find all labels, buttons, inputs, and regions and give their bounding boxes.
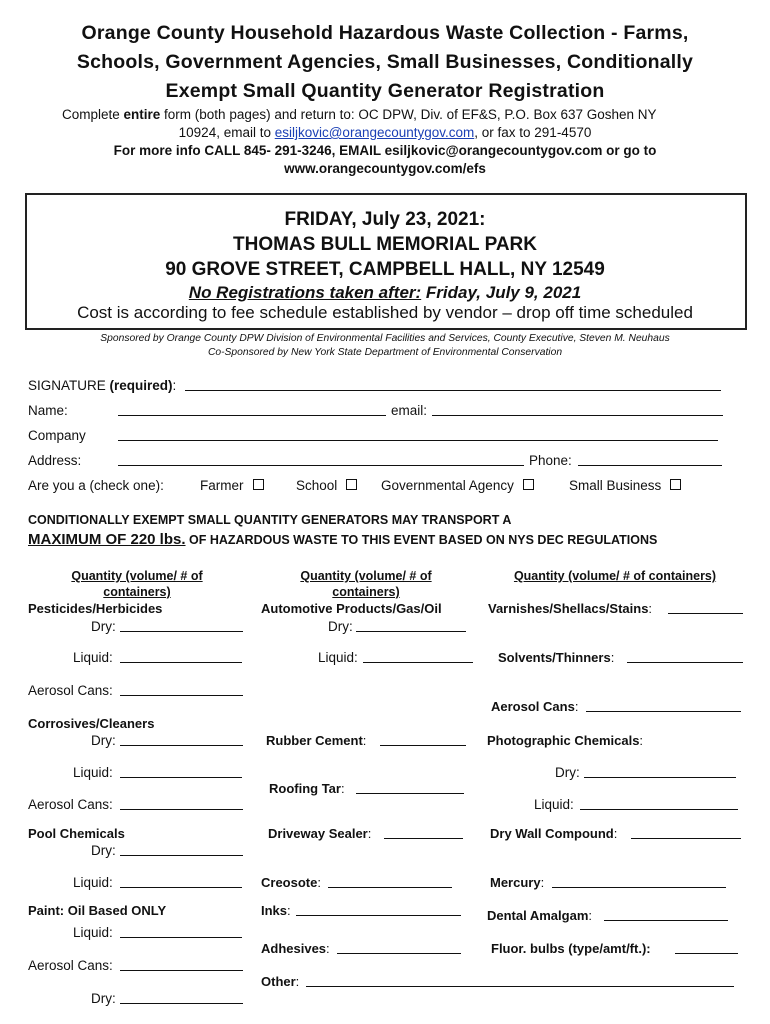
instructions-rest: form (both pages) and return to: OC DPW, Div. of EF&S, P.O. Box 637 Goshen NY [160, 107, 657, 122]
col1-header-a: Quantity (volume/ # of [71, 569, 203, 583]
paint-dry-field[interactable] [120, 991, 243, 1004]
email-field[interactable] [432, 403, 723, 416]
checkbox[interactable] [670, 479, 681, 490]
deadline-date: Friday, July 9, 2021 [421, 283, 582, 302]
info-line2: www.orangecountygov.com/efs [284, 161, 486, 176]
checkbox[interactable] [523, 479, 534, 490]
event-cost: Cost is according to fee schedule established by vendor – drop off time scheduled [77, 303, 693, 322]
creosote-colon: : [317, 875, 321, 890]
option-farmer[interactable] [200, 478, 264, 493]
fluor-field[interactable] [675, 941, 738, 954]
pesticides-label: Pesticides/Herbicides [28, 601, 163, 616]
option-farmer-label: Farmer [200, 478, 244, 493]
dental-label: Dental Amalgam [487, 908, 589, 923]
page-title-line1: Orange County Household Hazardous Waste Collection - Farms, [81, 22, 689, 44]
option-school-label: School [296, 478, 338, 493]
instructions-line2-prefix: 10924, email to [178, 125, 275, 140]
roofing-tar-field[interactable] [356, 781, 464, 794]
corrosives-aerosol-field[interactable] [120, 797, 243, 810]
instructions-line2 [0, 125, 770, 140]
col2-header-b: containers) [332, 585, 400, 599]
pesticides-aerosol-label: Aerosol Cans: [28, 683, 113, 698]
inks-colon: : [287, 903, 291, 918]
creosote-field[interactable] [328, 875, 452, 888]
photographic-row [487, 733, 643, 748]
solvents-label: Solvents/Thinners [498, 650, 611, 665]
creosote-label: Creosote [261, 875, 318, 890]
option-government[interactable] [381, 478, 534, 493]
name-field[interactable] [118, 403, 386, 416]
roofing-tar-colon: : [340, 781, 345, 796]
driveway-row [268, 826, 371, 841]
dental-row [487, 908, 592, 923]
driveway-label: Driveway Sealer [268, 826, 368, 841]
automotive-label: Automotive Products/Gas/Oil [261, 601, 442, 616]
page-title-line3: Exempt Small Quantity Generator Registration [165, 80, 605, 102]
photographic-dry-field[interactable] [584, 765, 736, 778]
fluor-label: Fluor. bulbs (type/amt/ft.): [491, 941, 651, 956]
company-label: Company [28, 428, 86, 443]
aerosol3-colon: : [574, 699, 579, 714]
mercury-label: Mercury [490, 875, 541, 890]
event-deadline [0, 283, 770, 303]
roofing-tar-row [269, 781, 345, 796]
instructions-prefix: Complete [62, 107, 124, 122]
checkbox[interactable] [346, 479, 357, 490]
instructions-line1 [62, 107, 657, 122]
mercury-colon: : [540, 875, 545, 890]
notice-line2 [28, 531, 657, 548]
inks-field[interactable] [296, 903, 461, 916]
mercury-row [490, 875, 544, 890]
solvents-field[interactable] [627, 650, 743, 663]
sponsor-line2: Co-Sponsored by New York State Department of Environmental Conservation [207, 347, 563, 358]
corrosives-label: Corrosives/Cleaners [28, 716, 155, 731]
aerosol3-row [491, 699, 578, 714]
photographic-liquid-field[interactable] [580, 797, 738, 810]
paint-liquid-label: Liquid: [73, 925, 113, 940]
other-row [261, 974, 299, 989]
adhesives-row [261, 941, 330, 956]
signature-field[interactable] [185, 378, 721, 391]
automotive-liquid-field[interactable] [363, 650, 473, 663]
drywall-row [490, 826, 617, 841]
other-colon: : [295, 974, 300, 989]
varnishes-label: Varnishes/Shellacs/Stains [488, 601, 649, 616]
notice-line1: CONDITIONALLY EXEMPT SMALL QUANTITY GENERATORS MAY TRANSPORT A [28, 513, 512, 527]
phone-field[interactable] [578, 453, 722, 466]
drywall-label: Dry Wall Compound [490, 826, 614, 841]
automotive-dry-label: Dry: [328, 619, 353, 634]
adhesives-colon: : [326, 941, 330, 956]
rubber-cement-field[interactable] [380, 733, 466, 746]
signature-required: (required) [109, 378, 173, 393]
checkbox[interactable] [253, 479, 264, 490]
notice-max: MAXIMUM OF 220 lbs. [28, 531, 186, 548]
signature-colon: : [172, 378, 177, 393]
pool-liquid-field[interactable] [120, 875, 242, 888]
drywall-colon: : [613, 826, 618, 841]
address-field[interactable] [118, 453, 524, 466]
event-date: FRIDAY, July 23, 2021: [284, 209, 486, 230]
pool-label: Pool Chemicals [28, 826, 125, 841]
photographic-dry-label: Dry: [555, 765, 580, 780]
deadline-label: No Registrations taken after: [188, 283, 422, 302]
option-government-label: Governmental Agency [381, 478, 514, 493]
pesticides-aerosol-field[interactable] [120, 683, 243, 696]
sponsor-line1: Sponsored by Orange County DPW Division of Environmental Facilities and Services, County Executive, Steven M. Neuhaus [100, 333, 670, 344]
photographic-label: Photographic Chemicals [487, 733, 640, 748]
paint-aerosol-label: Aerosol Cans: [28, 958, 113, 973]
instructions-bold: entire [123, 107, 161, 122]
rubber-cement-label: Rubber Cement [266, 733, 363, 748]
automotive-liquid-label: Liquid: [318, 650, 358, 665]
adhesives-label: Adhesives [261, 941, 327, 956]
col3-header: Quantity (volume/ # of containers) [513, 569, 717, 583]
solvents-row [498, 650, 614, 665]
dental-field[interactable] [604, 908, 728, 921]
event-address: 90 GROVE STREET, CAMPBELL HALL, NY 12549 [165, 259, 605, 280]
automotive-dry-field[interactable] [356, 619, 466, 632]
pesticides-dry-field[interactable] [120, 619, 243, 632]
pesticides-liquid-label: Liquid: [73, 650, 113, 665]
option-school[interactable] [296, 478, 357, 493]
signature-row [28, 378, 176, 393]
corrosives-dry-field[interactable] [120, 733, 243, 746]
other-field[interactable] [306, 974, 734, 987]
roofing-tar-label: Roofing Tar [269, 781, 341, 796]
corrosives-dry-label: Dry: [91, 733, 116, 748]
corrosives-liquid-field[interactable] [120, 765, 242, 778]
paint-label: Paint: Oil Based ONLY [28, 903, 167, 918]
rubber-cement-row [266, 733, 366, 748]
pesticides-liquid-field[interactable] [120, 650, 242, 663]
col2-header-a: Quantity (volume/ # of [300, 569, 432, 583]
rubber-cement-colon: : [362, 733, 367, 748]
col1-header-b: containers) [103, 585, 171, 599]
phone-label: Phone: [529, 453, 572, 468]
other-label: Other [261, 974, 296, 989]
solvents-colon: : [610, 650, 615, 665]
pool-liquid-label: Liquid: [73, 875, 113, 890]
notice-rest: OF HAZARDOUS WASTE TO THIS EVENT BASED ON NYS DEC REGULATIONS [185, 533, 658, 547]
paint-aerosol-field[interactable] [120, 958, 243, 971]
varnishes-row [488, 601, 652, 616]
drywall-field[interactable] [631, 826, 741, 839]
pesticides-dry-label: Dry: [91, 619, 116, 634]
name-label: Name: [28, 403, 68, 418]
aerosol3-field[interactable] [586, 699, 741, 712]
signature-label: SIGNATURE [28, 378, 110, 393]
varnishes-colon: : [648, 601, 653, 616]
aerosol3-label: Aerosol Cans [491, 699, 575, 714]
paint-dry-label: Dry: [91, 991, 116, 1006]
instructions-line2-suffix: , or fax to 291-4570 [474, 125, 592, 140]
email-label: email: [391, 403, 428, 418]
adhesives-field[interactable] [337, 941, 461, 954]
option-small-business-label: Small Business [569, 478, 662, 493]
driveway-colon: : [367, 826, 372, 841]
photographic-colon: : [639, 733, 644, 748]
inks-row [261, 903, 291, 918]
pool-dry-label: Dry: [91, 843, 116, 858]
pool-dry-field[interactable] [120, 843, 243, 856]
option-small-business[interactable] [569, 478, 681, 493]
info-line1: For more info CALL 845- 291-3246, EMAIL esiljkovic@orangecountygov.com or go to [113, 143, 657, 158]
address-label: Address: [28, 453, 82, 468]
corrosives-aerosol-label: Aerosol Cans: [28, 797, 113, 812]
mercury-field[interactable] [552, 875, 726, 888]
email-link[interactable]: esiljkovic@orangecountygov.com [274, 125, 475, 140]
company-field[interactable] [118, 428, 718, 441]
dental-colon: : [588, 908, 593, 923]
check-question: Are you a (check one): [28, 478, 164, 493]
corrosives-liquid-label: Liquid: [73, 765, 113, 780]
event-place: THOMAS BULL MEMORIAL PARK [233, 234, 537, 255]
driveway-field[interactable] [384, 826, 463, 839]
paint-liquid-field[interactable] [120, 925, 242, 938]
creosote-row [261, 875, 321, 890]
photographic-liquid-label: Liquid: [534, 797, 574, 812]
page-title-line2: Schools, Government Agencies, Small Businesses, Conditionally [76, 51, 694, 73]
varnishes-field[interactable] [668, 601, 743, 614]
inks-label: Inks [261, 903, 288, 918]
